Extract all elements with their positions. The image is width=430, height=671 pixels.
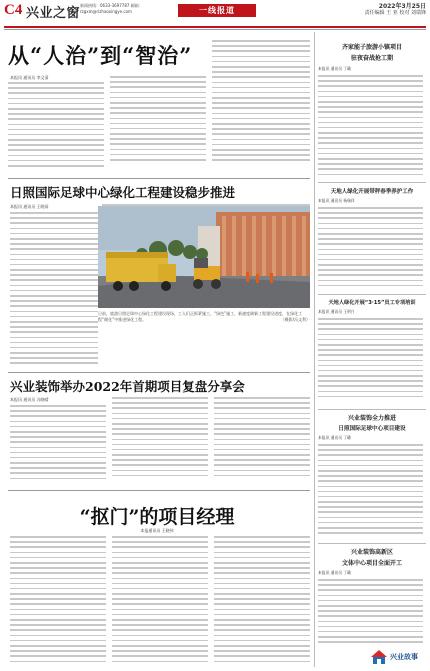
article-1-body-col3 bbox=[212, 40, 310, 176]
side-4-byline: 本报讯 通讯员 丁璐 bbox=[318, 435, 351, 440]
article-3-title: 兴业装饰举办2022年首期项目复盘分享会 bbox=[10, 379, 245, 394]
side-3-title: 天地人绿化开展“3·15”员工专项培训 bbox=[328, 300, 416, 306]
side-divider bbox=[318, 409, 426, 410]
article-2-body bbox=[10, 212, 98, 372]
footer-logo-text: 兴业故事 bbox=[390, 653, 418, 661]
house-logo-icon bbox=[370, 649, 388, 665]
article-4-body-col3 bbox=[214, 536, 310, 664]
side-2-byline: 本报讯 通讯员 杨瑞祥 bbox=[318, 198, 355, 203]
article-4-body-col2 bbox=[112, 536, 208, 664]
side-3-byline: 本报讯 通讯员 王明月 bbox=[318, 309, 355, 314]
article-3-byline: 本报讯 通讯员 冯晓晴 bbox=[10, 397, 49, 402]
article-3-body-col2 bbox=[112, 397, 208, 487]
divider bbox=[8, 372, 310, 373]
side-1-body bbox=[318, 75, 423, 179]
article-2-title: 日照国际足球中心绿化工程建设稳步推进 bbox=[10, 185, 236, 200]
article-4-title: “抠门”的项目经理 bbox=[79, 506, 235, 528]
main-column bbox=[4, 32, 310, 667]
footer-logo bbox=[370, 649, 426, 665]
section-banner: 一线报道 bbox=[178, 4, 256, 17]
side-divider bbox=[318, 294, 426, 295]
paper-name: 兴业之窗 bbox=[26, 6, 81, 21]
side-1-title-1: 齐家能子旅游小镇项目 bbox=[341, 44, 402, 51]
article-4-body bbox=[10, 536, 106, 664]
news-hotline: 新闻热线：0633-3697787 邮箱：rzgxm@rizhaoxingye.com bbox=[80, 3, 143, 14]
side-2-body bbox=[318, 207, 423, 291]
side-1-byline: 本报讯 通讯员 丁璐 bbox=[318, 66, 351, 71]
side-divider bbox=[318, 543, 426, 544]
header-rule-thin bbox=[4, 29, 426, 30]
divider bbox=[8, 490, 310, 491]
side-2-title: 天地人绿化开展带秤春季养护工作 bbox=[330, 189, 414, 195]
construction-photo bbox=[98, 206, 310, 308]
article-4-byline: 本报通讯员 王晓伟 bbox=[140, 528, 174, 533]
side-5-title-1: 兴业装饰高新区 bbox=[350, 549, 393, 556]
side-5-byline: 本报讯 通讯员 丁璐 bbox=[318, 570, 351, 575]
article-3-body bbox=[10, 405, 106, 485]
photo-caption bbox=[98, 311, 310, 322]
article-1-body-col2 bbox=[110, 76, 206, 176]
header-rule bbox=[4, 26, 426, 28]
dateline bbox=[365, 3, 426, 17]
side-4-body bbox=[318, 444, 423, 540]
side-5-body bbox=[318, 579, 423, 649]
page-number: C4 bbox=[4, 2, 23, 18]
side-1-title-2: 驻夜奋战抢工期 bbox=[350, 55, 393, 62]
article-1-title: 从“人治”到“智治” bbox=[8, 43, 193, 68]
article-1-byline: 本报讯 通讯员 李文清 bbox=[10, 75, 49, 80]
editors-line: 责任编辑 王 亚 校对 刘瑞锋 bbox=[364, 10, 426, 16]
side-divider bbox=[318, 182, 426, 183]
side-4-title-2: 日照国际足球中心项目建设 bbox=[338, 426, 406, 432]
side-5-title-2: 文体中心项目全面开工 bbox=[341, 560, 402, 567]
divider bbox=[8, 178, 310, 179]
construction-photo-image bbox=[98, 206, 310, 308]
article-1-body bbox=[8, 82, 104, 178]
side-3-body bbox=[318, 318, 423, 406]
issue-date: 2022年3月25日 bbox=[378, 3, 426, 10]
photo-caption-text: 日前，旅游日照足球中心绿化工程建设现场，工人们正抓紧施工，“绿色”施工，新速度刷新工程建设进度，在绿化工程“细化”中推进绿化工程。 bbox=[98, 311, 303, 322]
article-2-byline: 本报讯 通讯员 王晓雨 bbox=[10, 204, 49, 209]
side-4-title-1: 兴业装饰全力推进 bbox=[347, 415, 396, 422]
photo-credit: （摄影/冯文利） bbox=[280, 316, 310, 322]
article-3-body-col3 bbox=[214, 397, 310, 487]
side-column bbox=[314, 32, 426, 667]
